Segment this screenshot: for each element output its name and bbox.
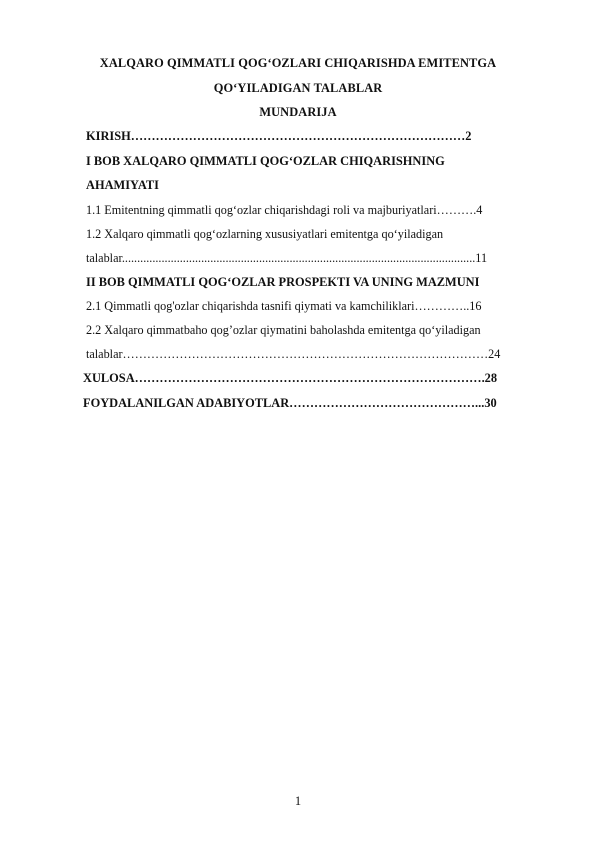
toc-entry-section-1-2-cont: talablar....................................................................................................................11 bbox=[86, 251, 488, 265]
toc-entry-section-2-1: 2.1 Qimmatli qog'ozlar chiqarishda tasnifi qiymati va kamchiliklari…………..16 bbox=[86, 299, 482, 313]
toc-entry-chapter-1-cont: AHAMIYATI bbox=[86, 178, 159, 192]
document-title-line-1: XALQARO QIMMATLI QOG‘OZLARI CHIQARISHDA EMITENTGA bbox=[99, 56, 497, 70]
toc-entry-section-1-2: 1.2 Xalqaro qimmatli qog‘ozlarning xususiyatlari emitentga qo‘yiladigan bbox=[86, 227, 444, 241]
document-title-line-2: QO‘YILADIGAN TALABLAR bbox=[213, 81, 383, 95]
toc-heading: MUNDARIJA bbox=[259, 105, 337, 119]
toc-entry-references: FOYDALANILGAN ADABIYOTLAR………………………………………...30 bbox=[83, 396, 497, 410]
toc-entry-chapter-1: I BOB XALQARO QIMMATLI QOG‘OZLAR CHIQARISHNING bbox=[86, 154, 445, 168]
toc-entry-xulosa: XULOSA………………………………………………………………………….28 bbox=[83, 371, 498, 385]
toc-entry-section-1-1: 1.1 Emitentning qimmatli qog‘ozlar chiqarishdagi roli va majburiyatlari……….4 bbox=[86, 203, 483, 217]
toc-entry-section-2-2: 2.2 Xalqaro qimmatbaho qog’ozlar qiymatini baholashda emitentga qo‘yiladigan bbox=[86, 323, 481, 337]
toc-entry-section-2-2-cont: talablar………………………………………………………………………………24 bbox=[86, 347, 501, 361]
toc-entry-chapter-2: II BOB QIMMATLI QOG‘OZLAR PROSPEKTI VA UNING MAZMUNI bbox=[86, 275, 480, 289]
page-number: 1 bbox=[294, 794, 302, 808]
toc-entry-kirish: KIRISH………………………………………………………………………2 bbox=[86, 129, 472, 143]
